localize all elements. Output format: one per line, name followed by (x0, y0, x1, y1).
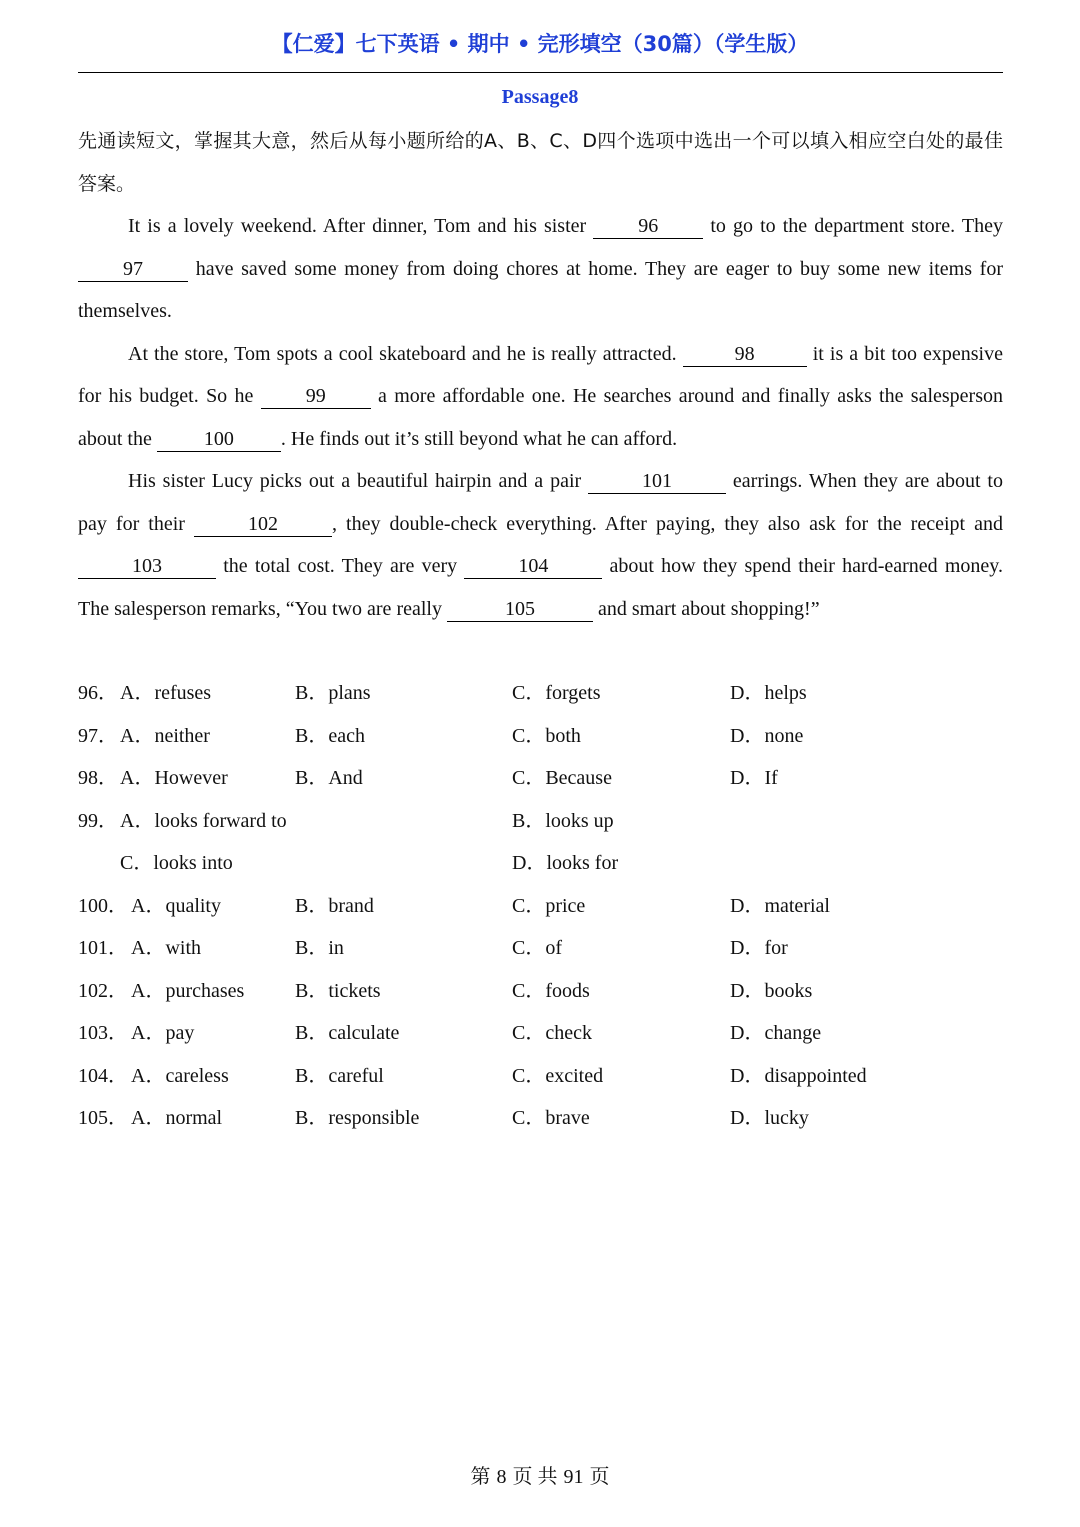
footer-middle: 页 共 (512, 1466, 558, 1488)
question-number: 103． (78, 1022, 128, 1044)
text-segment: the total cost. They are very (216, 555, 465, 577)
option-a: A．neither (120, 724, 210, 747)
text-segment: and smart about shopping!” (592, 597, 820, 620)
text-segment: It is a lovely weekend. After dinner, Tom and his sister (128, 215, 594, 237)
option-a: A．quality (131, 894, 221, 917)
option-d: D．disappointed (730, 1064, 867, 1087)
blank-100: 100 (157, 427, 281, 452)
option-b: B．tickets (295, 979, 381, 1002)
text-segment: earrings. When they are about to pay for their (78, 470, 1003, 535)
option-b: B．plans (295, 682, 371, 704)
options-list (78, 672, 1003, 1140)
question-number: 105． (78, 1107, 128, 1129)
option-b: B．looks up (512, 809, 614, 832)
option-b: B．calculate (295, 1022, 400, 1044)
option-c: C．forgets (512, 682, 601, 704)
option-c: C．looks into (120, 852, 233, 874)
question-row-96 (78, 672, 1003, 715)
option-d: D．lucky (730, 1107, 809, 1129)
option-d: D．If (730, 767, 778, 789)
option-d: D．books (730, 979, 813, 1002)
option-b: B．each (295, 724, 365, 747)
page-total: 91 (563, 1466, 584, 1488)
option-b: B．careful (295, 1064, 384, 1087)
paragraph-3 (78, 460, 1003, 630)
option-c: C．foods (512, 979, 590, 1002)
blank-99: 99 (261, 384, 371, 409)
question-row-104 (78, 1055, 1003, 1098)
blank-104: 104 (464, 554, 602, 579)
text-segment: have saved some money from doing chores at home. They are eager to buy some new items for themselves. (78, 257, 1003, 322)
blank-97: 97 (78, 257, 188, 282)
option-a: A．purchases (131, 979, 245, 1002)
option-a: A．looks forward to (120, 809, 287, 832)
option-d: D．change (730, 1022, 822, 1044)
option-a: A．refuses (120, 682, 212, 704)
question-row-100 (78, 885, 1003, 928)
question-number: 97． (78, 724, 118, 747)
option-c: C．of (512, 937, 562, 959)
blank-96: 96 (593, 214, 703, 239)
question-row-99 (78, 800, 1003, 843)
option-c: C．excited (512, 1064, 604, 1087)
option-d: D．material (730, 894, 830, 917)
question-number: 99． (78, 809, 118, 832)
header-divider (78, 72, 1003, 73)
question-number: 104． (78, 1064, 128, 1087)
paragraph-1 (78, 205, 1003, 333)
option-a: A．pay (131, 1022, 195, 1044)
question-row-103 (78, 1012, 1003, 1055)
question-row-98 (78, 757, 1003, 800)
question-row-99-continued (78, 842, 1003, 885)
question-row-105 (78, 1097, 1003, 1140)
option-c: C．Because (512, 767, 612, 789)
passage-title: Passage8 (501, 86, 579, 108)
option-b: B．in (295, 937, 344, 959)
passage-body (78, 120, 1003, 630)
blank-101: 101 (588, 469, 726, 494)
option-b: B．And (295, 767, 363, 789)
blank-103: 103 (78, 554, 216, 579)
text-segment: it is a bit too expensive for his budget. So he (78, 342, 1003, 407)
question-row-102 (78, 970, 1003, 1013)
text-segment: a more affordable one. He searches around and finally asks the salesperson about the (78, 385, 1004, 450)
option-d: D．none (730, 724, 804, 747)
document-header: 【仁爱】七下英语 • 期中 • 完形填空（30篇）（学生版） (271, 32, 809, 56)
blank-105: 105 (447, 597, 593, 622)
option-b: B．responsible (295, 1107, 420, 1129)
text-segment: . He finds out it’s still beyond what he can afford. (280, 427, 678, 450)
option-d: D．looks for (512, 852, 619, 874)
option-a: A．with (131, 937, 201, 959)
text-segment: At the store, Tom spots a cool skateboard and he is really attracted. (128, 342, 683, 365)
question-number: 96． (78, 682, 118, 704)
option-d: D．for (730, 937, 788, 959)
question-number: 98． (78, 767, 118, 789)
blank-102: 102 (194, 512, 332, 537)
option-c: C．both (512, 724, 581, 747)
text-segment: about how they spend their hard-earned money. The salesperson remarks, “You two are really (78, 555, 1003, 620)
option-a: A．normal (131, 1107, 223, 1129)
question-number: 102． (78, 979, 128, 1002)
option-c: C．check (512, 1022, 592, 1044)
option-d: D．helps (730, 682, 807, 704)
option-c: C．price (512, 894, 586, 917)
option-b: B．brand (295, 894, 374, 917)
footer-suffix: 页 (589, 1466, 610, 1488)
question-row-97 (78, 715, 1003, 758)
question-number: 100． (78, 894, 128, 917)
question-number: 101． (78, 937, 128, 959)
text-segment: His sister Lucy picks out a beautiful hairpin and a pair (128, 470, 589, 492)
question-row-101 (78, 927, 1003, 970)
option-a: A．However (120, 767, 228, 789)
paragraph-2 (78, 333, 1003, 461)
page-footer (0, 1460, 1080, 1489)
text-segment: to go to the department store. They (703, 215, 1003, 237)
text-segment: , they double-check everything. After paying, they also ask for the receipt and (331, 512, 1003, 535)
page-number: 8 (496, 1466, 507, 1488)
blank-98: 98 (683, 342, 807, 367)
instruction-text: 先通读短文，掌握其大意，然后从每小题所给的A、B、C、D四个选项中选出一个可以填入相应空白处的最佳答案。 (78, 130, 1003, 195)
footer-prefix: 第 (470, 1466, 491, 1488)
option-c: C．brave (512, 1107, 590, 1129)
option-a: A．careless (131, 1064, 229, 1087)
